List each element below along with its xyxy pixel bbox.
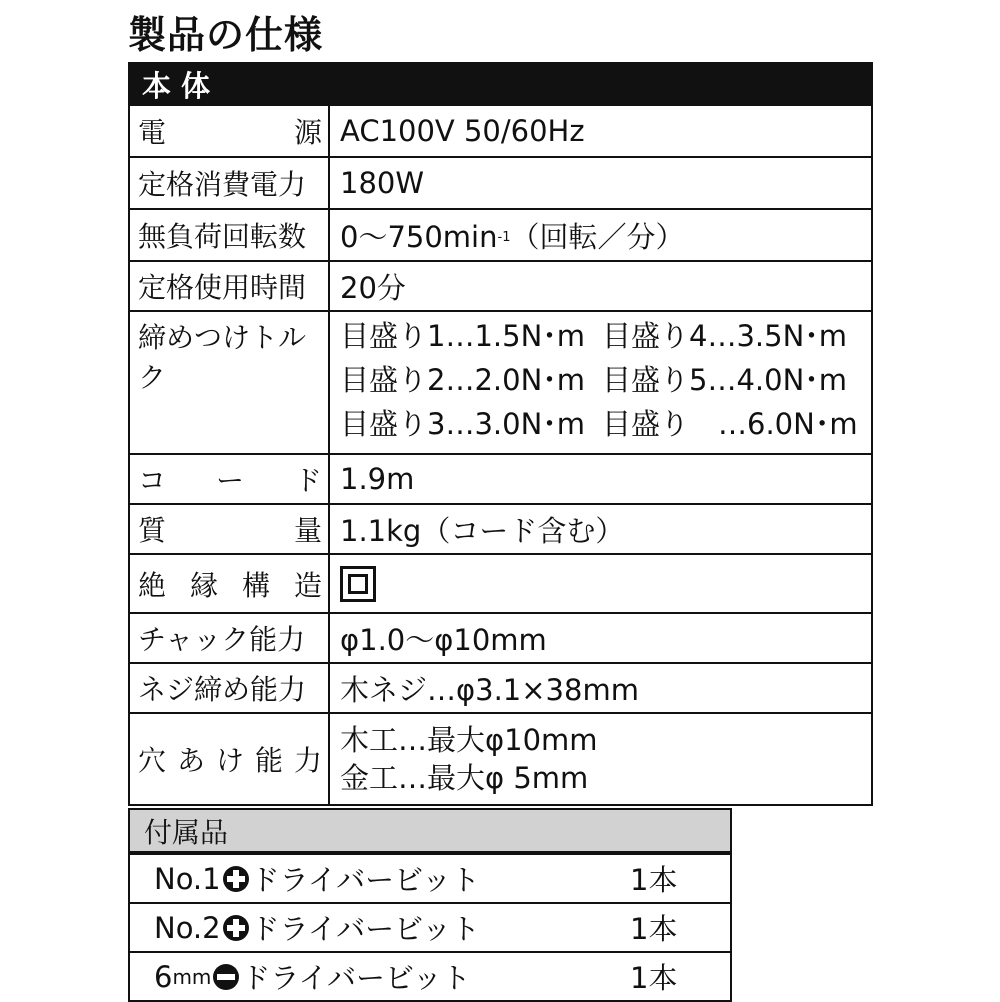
accessory-qty: 1本 xyxy=(630,863,678,897)
spec-row-screw xyxy=(130,662,871,712)
accessory-qty: 1本 xyxy=(630,961,678,995)
spec-row-torque xyxy=(130,310,871,453)
spec-label: 定格使用時間 xyxy=(130,262,330,310)
accessory-row xyxy=(130,902,730,951)
spec-section-header: 本体 xyxy=(130,64,871,104)
spec-value xyxy=(330,714,871,804)
label-char: 電 xyxy=(138,116,167,149)
spec-row-mass xyxy=(130,503,871,553)
torque-item: 目盛り5…4.0N･m xyxy=(602,363,848,397)
accessory-name xyxy=(154,907,480,948)
spec-label: 無負荷回転数 xyxy=(130,210,330,260)
spec-label: 定格消費電力 xyxy=(130,158,330,208)
spec-value: φ1.0〜φ10mm xyxy=(340,622,547,657)
spec-table xyxy=(128,62,873,806)
phillips-icon xyxy=(223,866,249,892)
bit-name: ドライバービット xyxy=(241,961,471,995)
bit-size: No.2 xyxy=(154,910,221,945)
accessory-name xyxy=(154,956,471,997)
spec-row-insulation xyxy=(130,553,871,612)
label-char: 量 xyxy=(293,514,322,547)
slotted-icon xyxy=(213,964,239,990)
spec-label: チャック能力 xyxy=(130,614,330,662)
speed-value: 0〜750min xyxy=(340,219,498,254)
drilling-line: 木工…最大φ10mm xyxy=(340,723,598,757)
accessory-name xyxy=(154,858,480,899)
accessory-row xyxy=(130,951,730,1000)
spec-label xyxy=(130,505,330,553)
label-char: 縁 xyxy=(189,568,218,602)
spec-label xyxy=(130,106,330,156)
bit-name: ドライバービット xyxy=(250,863,480,897)
label-char: け xyxy=(215,744,244,777)
spec-row-chuck xyxy=(130,612,871,662)
spec-row-cord xyxy=(130,453,871,503)
label-char: 質 xyxy=(138,514,167,547)
spec-label xyxy=(130,455,330,503)
bit-size-unit: mm xyxy=(172,964,212,989)
bit-name: ドライバービット xyxy=(250,912,480,946)
spec-row-rated-time xyxy=(130,260,871,310)
spec-row-no-load-speed xyxy=(130,208,871,260)
torque-item: 目盛り2…2.0N･m xyxy=(340,363,586,397)
drilling-line: 金工…最大φ 5mm xyxy=(340,761,589,795)
label-char: あ xyxy=(176,744,205,777)
spec-label xyxy=(130,714,330,804)
torque-grid xyxy=(340,312,858,446)
label-char: ド xyxy=(293,464,322,497)
torque-item: 目盛り3…3.0N･m xyxy=(340,407,586,441)
bit-size: 6 xyxy=(154,959,173,994)
spec-label xyxy=(130,555,330,612)
torque-item: 目盛り4…3.5N･m xyxy=(602,319,848,353)
accessory-row xyxy=(130,853,730,902)
spec-value xyxy=(330,555,871,612)
torque-item: 目盛り1…1.5N･m xyxy=(340,319,586,353)
spec-value: 20分 xyxy=(340,270,406,305)
spec-label: 締めつけトルク xyxy=(130,312,330,453)
accessories-table xyxy=(128,808,732,1002)
label-char: コ xyxy=(138,464,167,497)
spec-value: 木ネジ…φ3.1×38mm xyxy=(340,672,639,707)
spec-row-power xyxy=(130,104,871,156)
accessory-qty: 1本 xyxy=(630,912,678,946)
spec-value: 1.1kg（コード含む） xyxy=(340,513,625,548)
spec-row-drilling xyxy=(130,712,871,804)
label-char: ー xyxy=(215,464,244,497)
label-char: 構 xyxy=(241,568,270,602)
speed-unit: （回転／分） xyxy=(510,219,685,254)
label-char: 源 xyxy=(293,116,322,149)
page-title: 製品の仕様 xyxy=(128,13,324,57)
spec-value: 1.9m xyxy=(340,462,415,496)
label-char: 造 xyxy=(293,568,322,602)
label-char: 絶 xyxy=(138,568,167,602)
spec-value: AC100V 50/60Hz xyxy=(340,114,585,148)
spec-label: ネジ締め能力 xyxy=(130,664,330,712)
spec-row-rated-power xyxy=(130,156,871,208)
spec-value xyxy=(330,210,871,260)
label-char: 力 xyxy=(293,744,322,777)
spec-value: 180W xyxy=(340,166,425,200)
bit-size: No.1 xyxy=(154,861,221,896)
phillips-icon xyxy=(223,915,249,941)
label-char: 能 xyxy=(254,744,283,777)
speed-exponent: -1 xyxy=(497,229,511,245)
spec-value xyxy=(330,312,871,453)
accessories-header: 付属品 xyxy=(130,810,730,853)
torque-item: 目盛り …6.0N･m xyxy=(602,407,858,441)
double-insulation-icon xyxy=(340,566,376,602)
label-char: 穴 xyxy=(138,744,167,777)
